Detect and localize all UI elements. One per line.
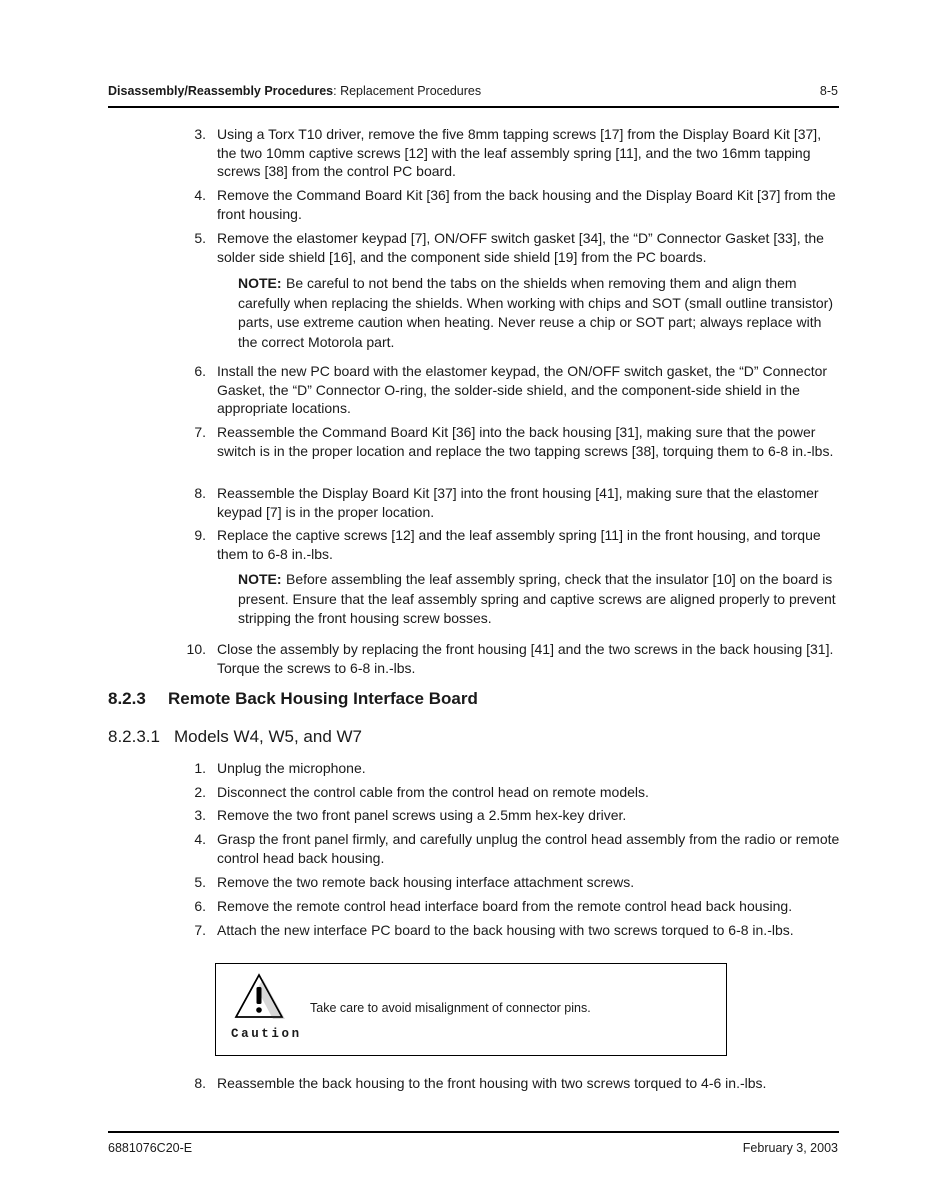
step-text: Using a Torx T10 driver, remove the five 8mm tapping screws [17] from the Display Board Kit [37], the two 10mm captive screws [12] with the leaf assembly spring [11], and the two 16mm tapping screws [38] from the control PC board. [217,126,822,179]
note-block [238,274,838,352]
footer-rule [108,1131,839,1133]
step-text: Grasp the front panel firmly, and carefully unplug the control head assembly from the radio or remote control head back housing. [217,831,840,866]
step-text: Unplug the microphone. [217,760,366,776]
step-number: 7. [194,424,206,440]
step-number: 10. [186,641,206,657]
footer-date: February 3, 2003 [742,1141,838,1155]
step-text: Install the new PC board with the elastomer keypad, the ON/OFF switch gasket, the “D” Connector Gasket, the “D” Connector O-ring, the solder-side shield, and the component-side shield in the appropriate locations. [217,363,828,416]
caution-label: Caution [231,1027,302,1041]
subsection-heading [108,727,362,747]
step-number: 5. [194,230,206,246]
subsection-title: Models W4, W5, and W7 [174,727,363,746]
subsection-number: 8.2.3.1 [108,727,160,746]
step-number: 8. [194,485,206,501]
step-number: 3. [194,807,206,823]
step-number: 2. [194,784,206,800]
section-title: Remote Back Housing Interface Board [168,689,478,708]
caution-text: Take care to avoid misalignment of connector pins. [310,1001,591,1015]
step-number: 1. [194,760,206,776]
running-header [108,82,838,102]
step-number: 3. [194,126,206,142]
step-number: 4. [194,187,206,203]
step-text: Replace the captive screws [12] and the leaf assembly spring [11] in the front housing, and torque them to 6-8 in.-lbs. [217,527,821,562]
note-block [238,570,838,629]
step-number: 9. [194,527,206,543]
footer-doc-number: 6881076C20-E [108,1141,193,1155]
step-text: Remove the elastomer keypad [7], ON/OFF switch gasket [34], the “D” Connector Gasket [33], the solder side shield [16], and the component side shield [19] from the PC boards. [217,230,824,265]
note-label: NOTE: [238,275,282,291]
warning-triangle-icon [233,973,285,1019]
section-number: 8.2.3 [108,689,146,708]
step-text: Remove the Command Board Kit [36] from the back housing and the Display Board Kit [37] from the front housing. [217,187,836,222]
step-text: Remove the two remote back housing interface attachment screws. [217,874,635,890]
note-text: Before assembling the leaf assembly spring, check that the insulator [10] on the board is present. Ensure that the leaf assembly spring and captive screws are aligned properly to prevent stripping the front housing screw bosses. [238,571,836,626]
step-number: 8. [194,1075,206,1091]
header-page-number: 8-5 [819,84,838,98]
header-title [108,82,481,100]
note-text: Be careful to not bend the tabs on the shields when removing them and align them carefully when replacing the shields. When working with chips and SOT (small outline transistor) parts, use extreme caution when heating. Never reuse a chip or SOT part; always replace with the correct Motorola part. [238,275,834,350]
step-number: 5. [194,874,206,890]
note-label: NOTE: [238,571,282,587]
step-text: Reassemble the Command Board Kit [36] into the back housing [31], making sure that the power switch is in the proper location and replace the two tapping screws [38], torquing them to 6-8 in.-lbs. [217,424,834,459]
step-number: 6. [194,898,206,914]
step-text: Reassemble the Display Board Kit [37] into the front housing [41], making sure that the elastomer keypad [7] is in the proper location. [217,485,819,520]
step-text: Reassemble the back housing to the front housing with two screws torqued to 4-6 in.-lbs. [217,1075,767,1091]
caution-box [215,963,727,1056]
header-section-bold: Disassembly/Reassembly Procedures [108,84,334,98]
step-text: Close the assembly by replacing the front housing [41] and the two screws in the back housing [31]. Torque the screws to 6-8 in.-lbs. [217,641,834,676]
step-text: Remove the two front panel screws using a 2.5mm hex-key driver. [217,807,627,823]
step-text: Remove the remote control head interface board from the remote control head back housing. [217,898,793,914]
header-section-rest: : Replacement Procedures [333,84,482,98]
step-number: 4. [194,831,206,847]
step-text: Attach the new interface PC board to the back housing with two screws torqued to 6-8 in.-lbs. [217,922,794,938]
step-number: 6. [194,363,206,379]
step-text: Disconnect the control cable from the control head on remote models. [217,784,649,800]
section-heading [108,689,478,709]
header-rule [108,106,839,108]
step-number: 7. [194,922,206,938]
